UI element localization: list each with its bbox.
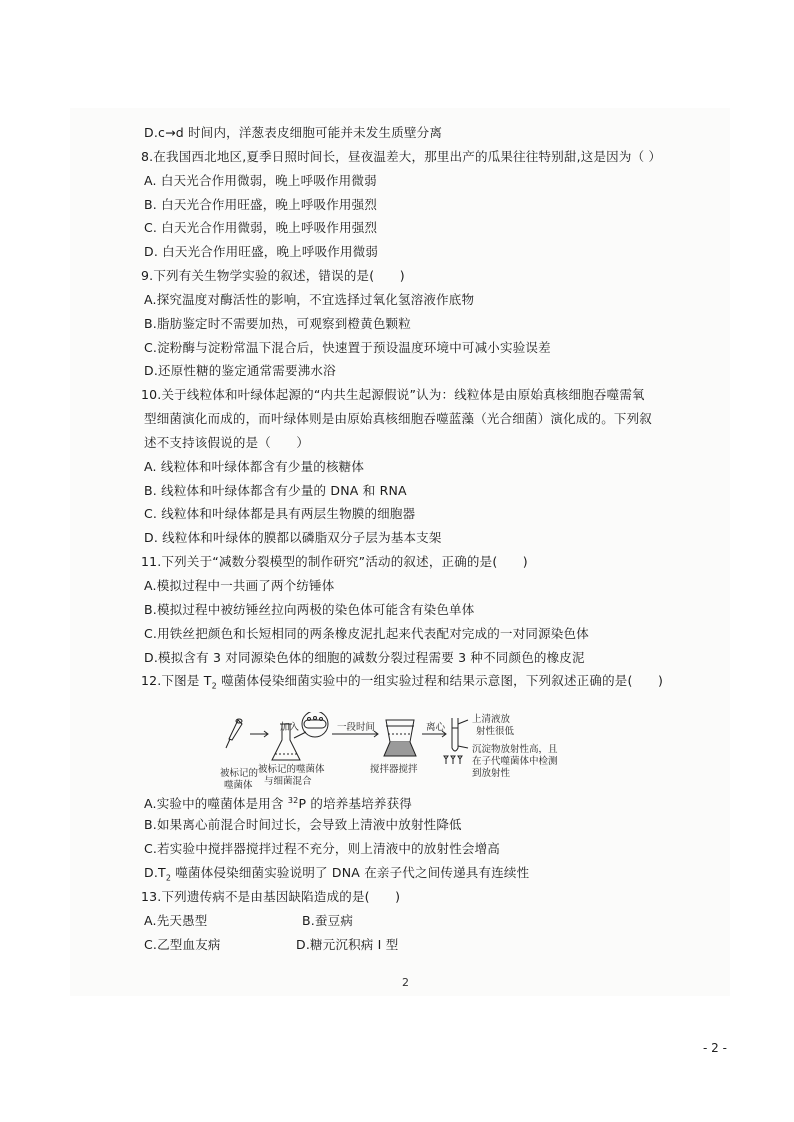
q10-option-c: C. 线粒体和叶绿体都是具有两层生物膜的细胞器 <box>144 506 416 521</box>
q11-option-d: D.模拟含有 3 对同源染色体的细胞的减数分裂过程需要 3 种不同颜色的橡皮泥 <box>144 650 585 665</box>
progeny-phage-icon <box>444 756 462 764</box>
q12-option-b: B.如果离心前混合时间过长，会导致上清液中放射性降低 <box>144 817 462 832</box>
dropper-icon <box>226 719 242 748</box>
q9-option-d: D.还原性糖的鉴定通常需要沸水浴 <box>144 363 336 378</box>
label-supernatant-2: 射性很低 <box>476 726 515 737</box>
q10-option-b: B. 线粒体和叶绿体都含有少量的 DNA 和 RNA <box>144 483 407 498</box>
q13-option-a: A.先天愚型 <box>144 913 208 928</box>
q8-option-c: C. 白天光合作用微弱，晚上呼吸作用强烈 <box>144 220 378 235</box>
label-mix-1: 被标记的噬菌体 <box>258 764 325 775</box>
q12-option-c: C.若实验中搅拌器搅拌过程不充分，则上清液中的放射性会增高 <box>144 841 501 856</box>
q9-option-a: A.探究温度对酶活性的影响，不宜选择过氧化氢溶液作底物 <box>144 292 475 307</box>
label-pellet-2: 在子代噬菌体中检测 <box>472 756 558 767</box>
q8-option-d: D. 白天光合作用旺盛，晚上呼吸作用微弱 <box>144 244 379 259</box>
label-pellet-3: 到放射性 <box>472 768 511 779</box>
label-pellet-1: 沉淀物放射性高，且 <box>472 744 558 755</box>
label-mix-2: 与细菌混合 <box>264 776 312 787</box>
q11-option-c: C.用铁丝把颜色和长短相同的两条橡皮泥扎起来代表配对完成的一对同源染色体 <box>144 626 589 641</box>
phage-experiment-figure <box>220 712 560 796</box>
q9-option-b: B.脂肪鉴定时不需要加热，可观察到橙黄色颗粒 <box>144 316 411 331</box>
q10-option-a: A. 线粒体和叶绿体都含有少量的核糖体 <box>144 459 365 474</box>
q11-option-b: B.模拟过程中被纺锤丝拉向两极的染色体可能含有染色单体 <box>144 602 475 617</box>
page-number-outer: - 2 - <box>703 1041 727 1055</box>
q12-option-d: $D.T_2$ 噬菌体侵染细菌实验说明了 DNA 在亲子代之间传递具有连续性 <box>144 865 530 883</box>
centrifuge-tube-icon <box>452 718 468 751</box>
label-supernatant-1: 上清液放 <box>472 714 511 725</box>
q8-option-b: B. 白天光合作用旺盛，晚上呼吸作用强烈 <box>144 197 378 212</box>
label-stir: 搅拌器搅拌 <box>370 764 418 775</box>
label-time: 一段时间 <box>337 722 376 733</box>
label-centrifuge: 离心 <box>426 722 446 733</box>
q12-stem: 12.下图是 $T_2$ 噬菌体侵染细菌实验中的一组实验过程和结果示意图，下列叙述正确的是( ) <box>141 673 664 691</box>
q13-option-d: D.糖元沉积病 Ⅰ 型 <box>296 937 399 952</box>
q8-option-a: A. 白天光合作用微弱，晚上呼吸作用微弱 <box>144 173 377 188</box>
q8-stem: 8.在我国西北地区,夏季日照时间长，昼夜温差大，那里出产的瓜果往往特别甜,这是因为（ ） <box>141 149 662 164</box>
scanned-page <box>70 108 730 996</box>
q10-stem-line3: 述不支持该假说的是（ ） <box>144 435 310 450</box>
q9-option-c: C.淀粉酶与淀粉常温下混合后，快速置于预设温度环境中可减小实验误差 <box>144 340 551 355</box>
q13-stem: 13.下列遗传病不是由基因缺陷造成的是( ) <box>141 889 401 904</box>
q12-option-a: A.实验中的噬菌体是用含 $^{32}$P 的培养基培养获得 <box>144 796 412 812</box>
q11-option-a: A.模拟过程中一共画了两个纺锤体 <box>144 578 335 593</box>
q10-stem-line1: 10.关于线粒体和叶绿体起源的“内共生起源假说”认为：线粒体是由原始真核细胞吞噬需氧 <box>141 387 645 402</box>
label-phage-1: 被标记的 <box>220 768 259 779</box>
page-number-inner: 2 <box>402 976 409 989</box>
q9-stem: 9.下列有关生物学实验的叙述，错误的是( ) <box>141 268 405 283</box>
blender-icon <box>384 720 416 756</box>
q13-option-c: C.乙型血友病 <box>144 937 221 952</box>
q11-stem: 11.下列关于“减数分裂模型的制作研究”活动的叙述，正确的是( ) <box>141 554 528 569</box>
label-add: 加入 <box>280 722 300 733</box>
q7-option-d: D.c→d 时间内，洋葱表皮细胞可能并未发生质壁分离 <box>144 125 443 140</box>
q13-option-b: B.蚕豆病 <box>302 913 354 928</box>
magnified-bacteria-icon <box>294 712 328 738</box>
label-phage-2: 噬菌体 <box>224 780 253 791</box>
q10-option-d: D. 线粒体和叶绿体的膜都以磷脂双分子层为基本支架 <box>144 530 442 545</box>
q10-stem-line2: 型细菌演化而成的，而叶绿体则是由原始真核细胞吞噬蓝藻（光合细菌）演化成的。下列叙 <box>144 411 653 426</box>
